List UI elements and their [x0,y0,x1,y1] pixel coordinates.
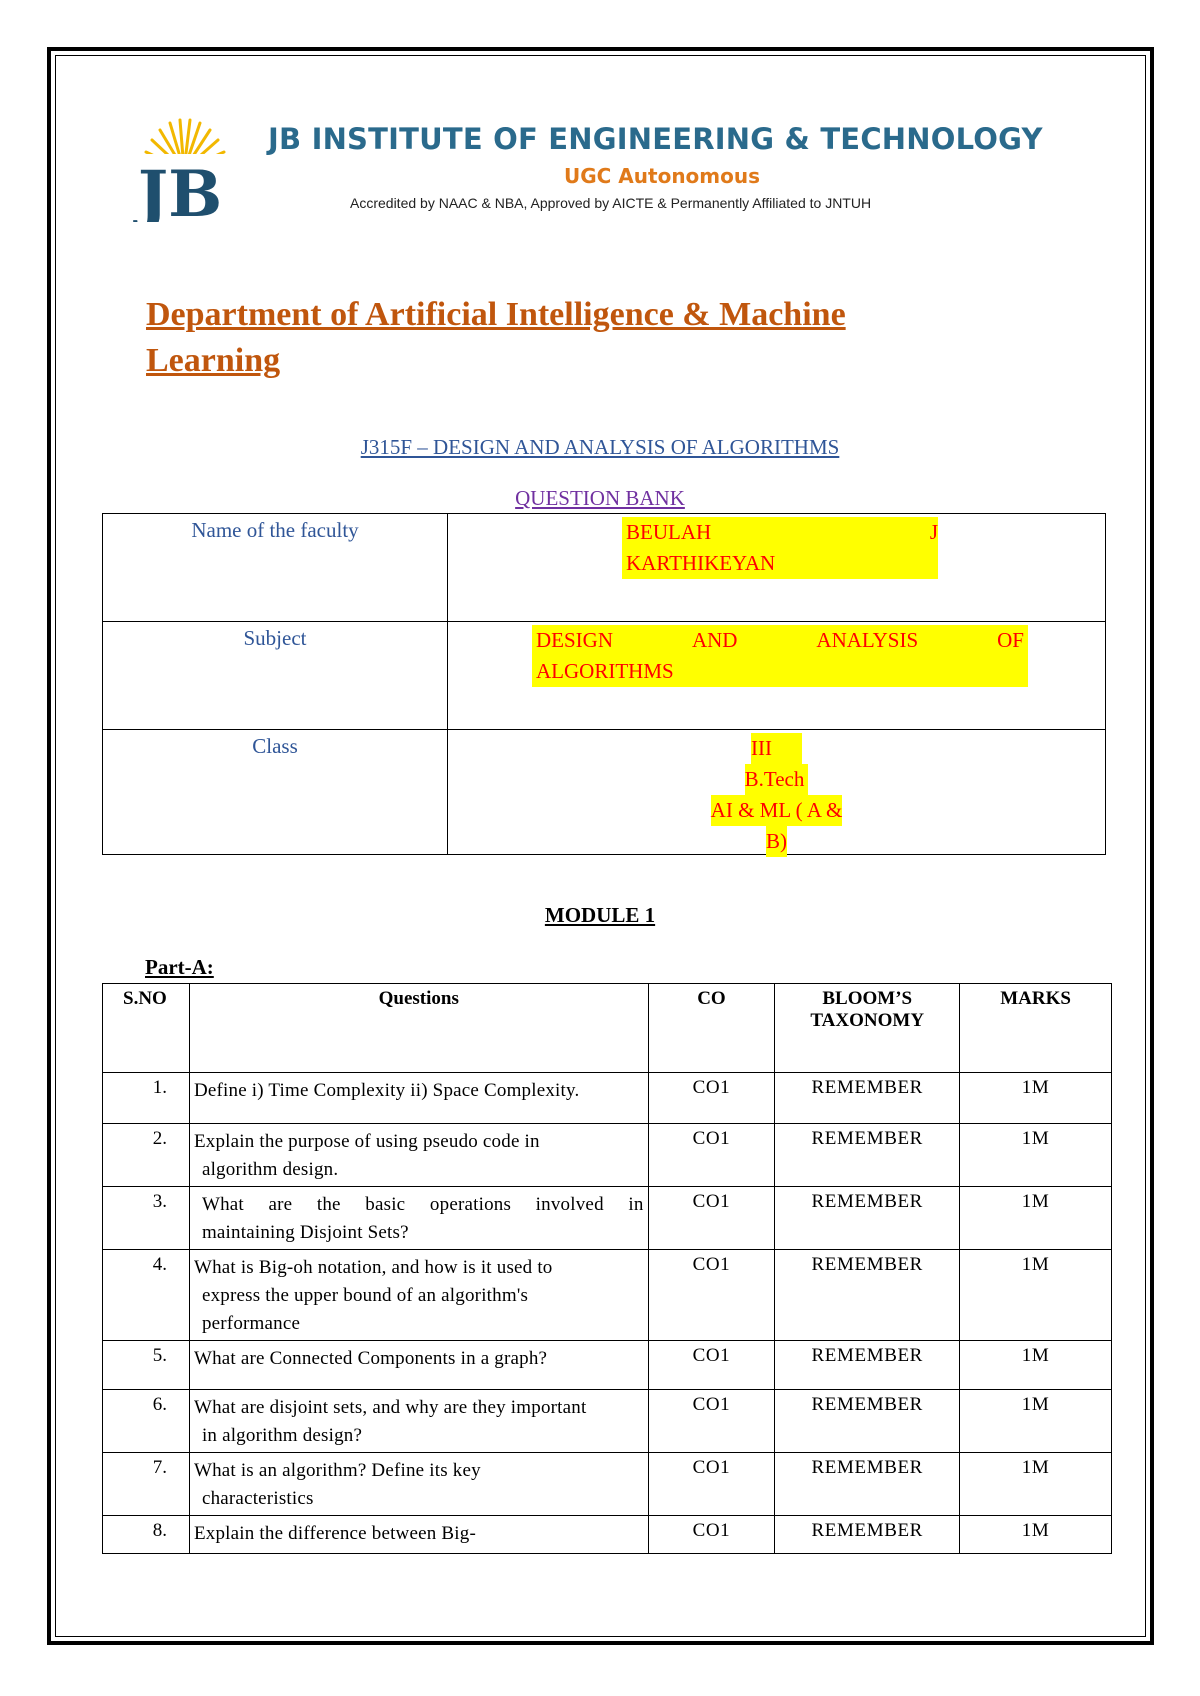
row-sno: 5. [103,1341,190,1390]
row-marks: 1M [960,1124,1112,1187]
institute-autonomous: UGC Autonomous [564,164,761,188]
row-bloom: REMEMBER [775,1124,960,1187]
question-line [194,1191,644,1219]
row-question [189,1073,648,1124]
row-bloom: REMEMBER [775,1453,960,1516]
question-line: in algorithm design? [201,1425,363,1446]
header-questions: Questions [189,984,648,1073]
question-word: are [268,1194,293,1215]
row-co: CO1 [648,1250,775,1341]
part-label: Part-A: [145,955,214,979]
course-title: J315F – DESIGN AND ANALYSIS OF ALGORITHMS [360,435,840,459]
row-sno: 3. [103,1187,190,1250]
question-word: involved [535,1194,604,1215]
subject-line-2: ALGORITHMS [536,659,674,683]
question-line: express the upper bound of an algorithm's [201,1285,529,1306]
row-marks: 1M [960,1390,1112,1453]
row-question [189,1250,648,1341]
row-question [189,1124,648,1187]
institute-logo [128,118,240,222]
faculty-label: Name of the faculty [103,514,448,622]
subject-word: DESIGN [536,628,613,652]
question-table [102,983,1112,1554]
table-row [103,1124,1112,1187]
subject-word: AND [691,628,738,652]
question-word: operations [429,1194,512,1215]
info-row-faculty [103,514,1106,622]
subject-label: Subject [103,622,448,730]
row-question [189,1390,648,1453]
question-line: Explain the purpose of using pseudo code in [193,1131,540,1152]
row-sno: 2. [103,1124,190,1187]
table-row [103,1250,1112,1341]
question-word: basic [365,1194,406,1215]
row-co: CO1 [648,1516,775,1554]
faculty-value [622,517,938,579]
row-marks: 1M [960,1250,1112,1341]
faculty-initial: J [929,520,938,544]
row-bloom: REMEMBER [775,1187,960,1250]
class-label: Class [103,730,448,855]
row-co: CO1 [648,1453,775,1516]
table-row [103,1453,1112,1516]
subject-value-cell [448,622,1106,730]
header-bloom: BLOOM’S TAXONOMY [775,984,960,1073]
row-bloom: REMEMBER [775,1341,960,1390]
row-bloom: REMEMBER [775,1250,960,1341]
faculty-value-cell [448,514,1106,622]
question-line: performance [201,1313,301,1334]
table-row [103,1516,1112,1554]
row-marks: 1M [960,1073,1112,1124]
info-row-subject [103,622,1106,730]
header-marks: MARKS [960,984,1112,1073]
class-value [448,733,1105,857]
info-table [102,513,1106,855]
table-header-row [103,984,1112,1073]
row-co: CO1 [648,1073,775,1124]
row-sno: 8. [103,1516,190,1554]
class-line: AI & ML ( A & [711,795,843,826]
row-co: CO1 [648,1124,775,1187]
row-question [189,1516,648,1554]
row-sno: 7. [103,1453,190,1516]
subject-word: OF [997,628,1024,652]
row-sno: 4. [103,1250,190,1341]
row-bloom: REMEMBER [775,1073,960,1124]
row-question [189,1187,648,1250]
table-row [103,1187,1112,1250]
info-row-class [103,730,1106,855]
logo-jb-text: JB [137,157,223,222]
question-word: the [316,1194,341,1215]
row-co: CO1 [648,1341,775,1390]
class-line: III [751,733,802,764]
row-co: CO1 [648,1187,775,1250]
subject-value [532,625,1028,687]
question-line: characteristics [201,1488,314,1509]
department-title: Department of Artificial Intelligence & Machine Learning [146,296,846,379]
question-line: What is Big-oh notation, and how is it used to [193,1257,553,1278]
document-type: QUESTION BANK [515,486,685,510]
row-marks: 1M [960,1516,1112,1554]
institute-name: JB INSTITUTE OF ENGINEERING & TECHNOLOGY [268,122,1043,156]
faculty-last-name: KARTHIKEYAN [626,551,776,575]
class-line: B.Tech [745,764,809,795]
row-sno: 6. [103,1390,190,1453]
question-word: What [201,1194,244,1215]
question-line: What is an algorithm? Define its key [193,1460,481,1481]
question-line: What are disjoint sets, and why are they important [193,1397,587,1418]
institute-accreditation: Accredited by NAAC & NBA, Approved by AICTE & Permanently Affiliated to JNTUH [350,195,872,211]
row-marks: 1M [960,1341,1112,1390]
faculty-first-name: BEULAH [626,520,712,544]
table-row [103,1341,1112,1390]
module-title: MODULE 1 [544,903,656,927]
table-row [103,1073,1112,1124]
header-sno: S.NO [103,984,190,1073]
row-co: CO1 [648,1390,775,1453]
class-value-cell [448,730,1106,855]
row-bloom: REMEMBER [775,1516,960,1554]
question-line: Explain the difference between Big- [193,1523,476,1544]
row-question [189,1341,648,1390]
row-sno: 1. [103,1073,190,1124]
question-line: maintaining Disjoint Sets? [201,1222,409,1243]
row-marks: 1M [960,1187,1112,1250]
question-line: algorithm design. [201,1159,339,1180]
header-co: CO [648,984,775,1073]
question-line: Define i) Time Complexity ii) Space Complexity. [193,1080,580,1101]
row-marks: 1M [960,1453,1112,1516]
row-question [189,1453,648,1516]
row-bloom: REMEMBER [775,1390,960,1453]
class-line: B) [766,826,787,857]
table-row [103,1390,1112,1453]
subject-word: ANALYSIS [816,628,919,652]
question-word: in [628,1194,644,1215]
question-line: What are Connected Components in a graph? [193,1348,548,1369]
